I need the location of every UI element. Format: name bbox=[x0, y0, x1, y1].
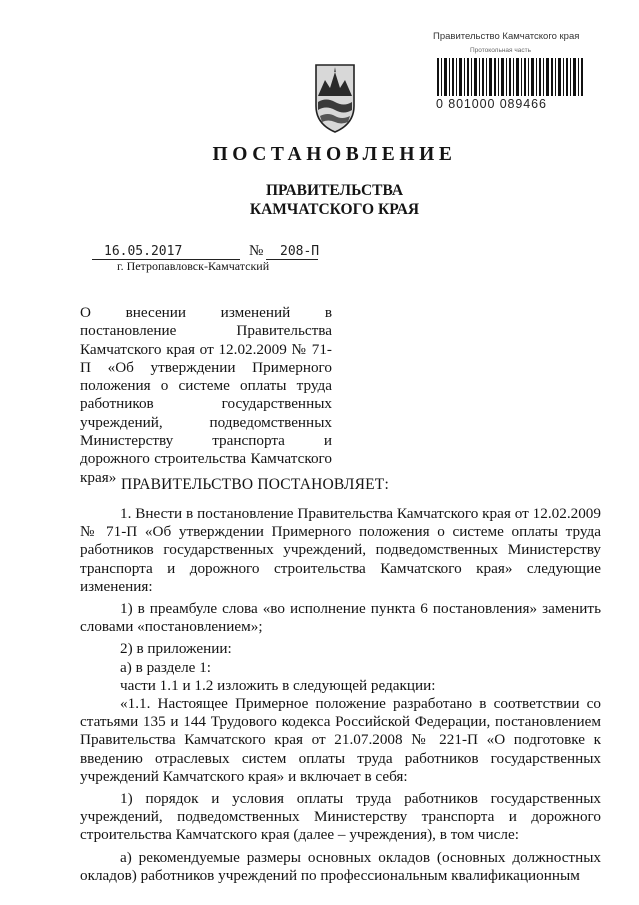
number-label: № bbox=[249, 243, 264, 259]
body-paragraph: а) рекомендуемые размеры основных окладов (основных должностных окладов) работников учреждений по профессиональным квалификационным bbox=[80, 848, 601, 884]
stamp-organization: Правительство Камчатского края bbox=[433, 31, 580, 42]
barcode-number: 0 801000 089466 bbox=[436, 97, 547, 111]
body-paragraph: «1.1. Настоящее Примерное положение разработано в соответствии со статьями 135 и 144 Трудового кодекса Российской Федерации, постановлением Правительства Камчатского края от 21.07.2008 № 221-П «О подготовке к введению отраслевых систем оплаты труда работников государственных учреждений Камчатского края» и включает в себя: bbox=[80, 695, 601, 785]
body-paragraph: 2) в приложении: bbox=[120, 640, 232, 658]
barcode bbox=[437, 58, 585, 96]
number-underline bbox=[266, 259, 318, 260]
subtitle-line-2: КАМЧАТСКОГО КРАЯ bbox=[249, 201, 420, 218]
document-heading: О внесении изменений в постановление Правительства Камчатского края от 12.02.2009 № 71-П «Об утверждении Примерного положения о системе оплаты труда работников государственных учреждений, подведомственных Министерству транспорта и дорожного строительства Камчатского края» bbox=[80, 304, 332, 486]
document-body bbox=[80, 505, 601, 885]
body-paragraph: 1. Внести в постановление Правительства Камчатского края от 12.02.2009 № 71-П «Об утверждении Примерного положения о системе оплаты труда работников государственных учреждений, подведомственных Министерству транспорта и дорожного строительства Камчатского края» следующие изменения: bbox=[80, 505, 601, 595]
body-paragraph: 1) в преамбуле слова «во исполнение пункта 6 постановления» заменить словами «постановлением»; bbox=[80, 600, 601, 636]
document-subtitle bbox=[0, 181, 639, 219]
stamp-part-label: Протокольная часть bbox=[470, 47, 531, 54]
subtitle-line-1: ПРАВИТЕЛЬСТВА bbox=[265, 182, 404, 199]
body-paragraph: 1) порядок и условия оплаты труда работников государственных учреждений, подведомственных Министерству транспорта и дорожного строительства Камчатского края (далее – учреждения), в том числе: bbox=[80, 790, 601, 844]
decree-statement: ПРАВИТЕЛЬСТВО ПОСТАНОВЛЯЕТ: bbox=[121, 476, 389, 493]
coat-of-arms-icon bbox=[314, 62, 356, 134]
body-paragraph: части 1.1 и 1.2 изложить в следующей редакции: bbox=[120, 676, 436, 694]
document-number: 208-П bbox=[280, 244, 320, 259]
body-paragraph: а) в разделе 1: bbox=[120, 658, 212, 676]
document-city: г. Петропавловск-Камчатский bbox=[117, 259, 270, 273]
document-date: 16.05.2017 bbox=[104, 244, 183, 259]
document-title: ПОСТАНОВЛЕНИЕ bbox=[212, 144, 457, 165]
